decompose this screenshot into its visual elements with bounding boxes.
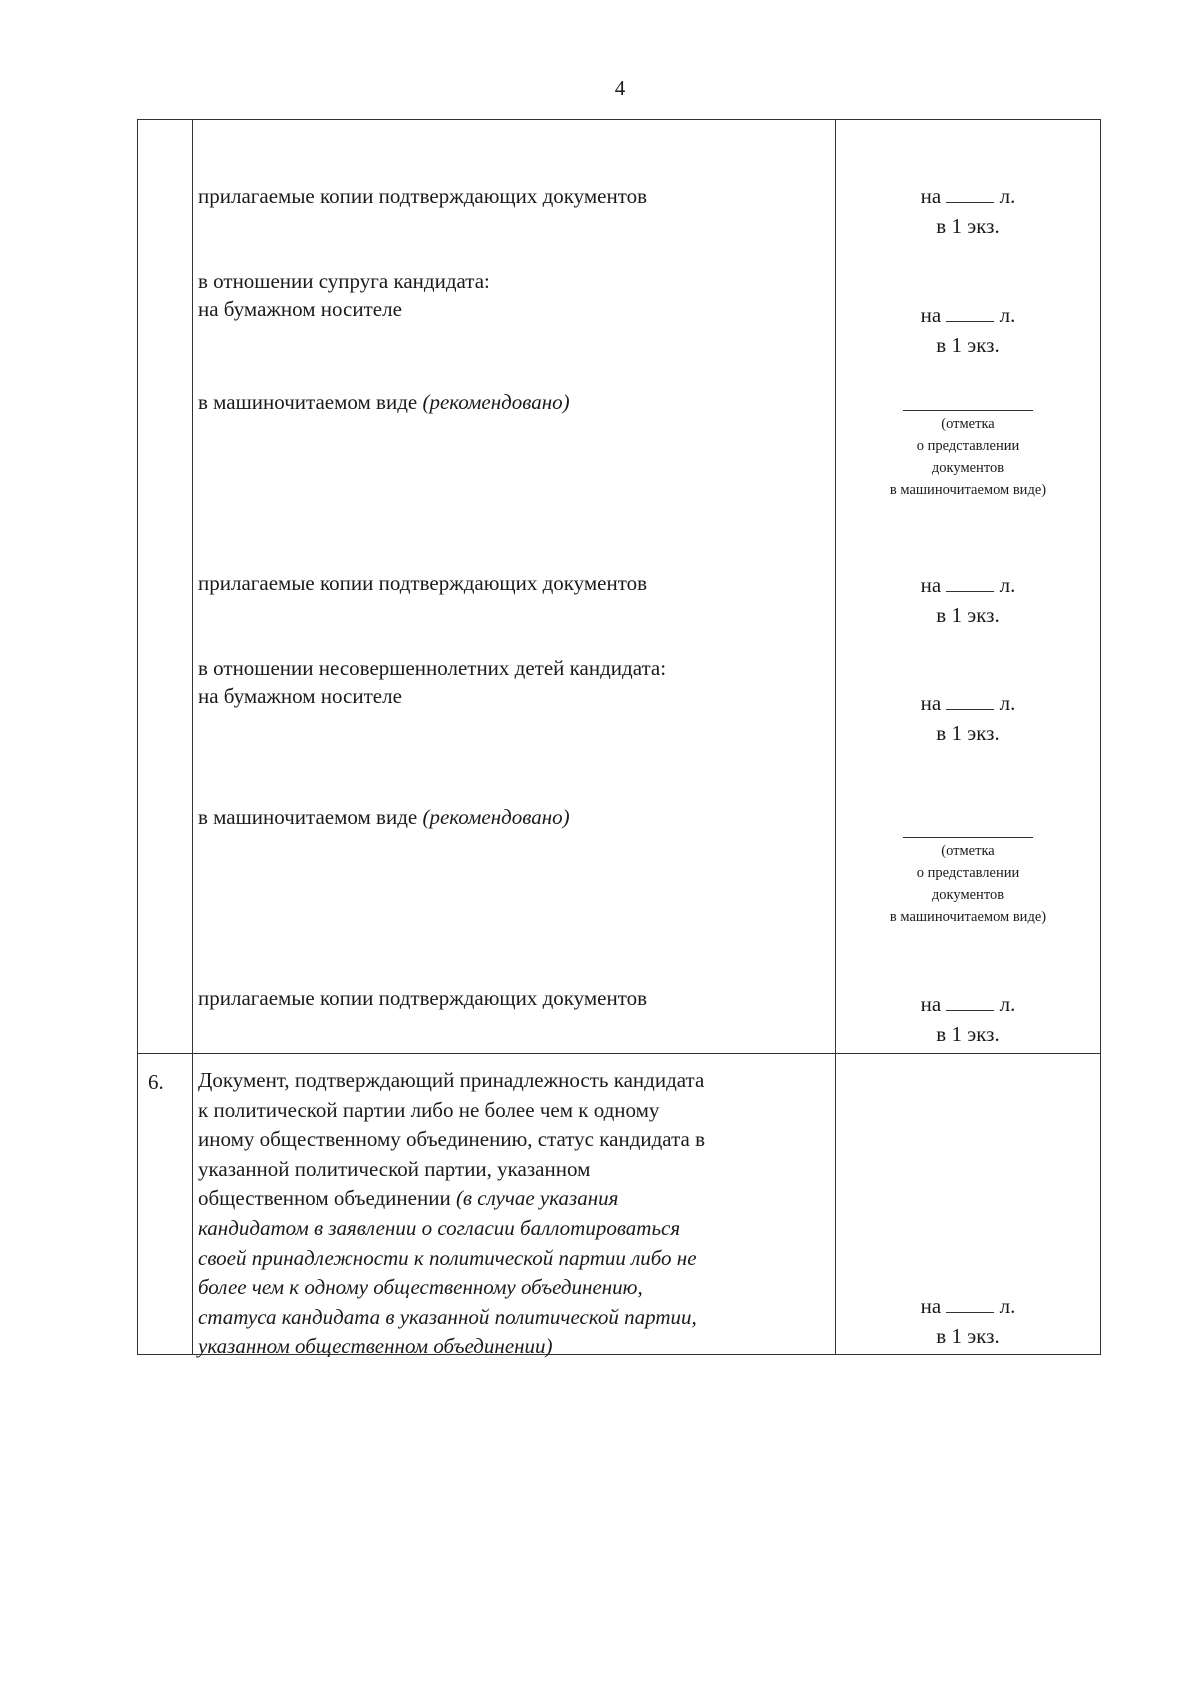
machine-readable-mark: (отметка о представлении документов в машиночитаемом виде) bbox=[838, 410, 1098, 501]
sheet-count: на л. в 1 экз. bbox=[920, 691, 1016, 745]
children-heading: в отношении несовершеннолетних детей кандидата: bbox=[198, 656, 667, 680]
spouse-paper-label: на бумажном носителе bbox=[198, 297, 402, 321]
documents-table bbox=[137, 119, 1101, 1359]
row-divider bbox=[138, 1053, 1100, 1054]
sheet-count-blank[interactable] bbox=[946, 303, 994, 322]
sheet-count: на л. в 1 экз. bbox=[920, 303, 1016, 357]
children-paper-label: на бумажном носителе bbox=[198, 684, 402, 708]
row-number: 6. bbox=[148, 1070, 164, 1094]
sheet-count-blank[interactable] bbox=[946, 184, 994, 203]
sheet-count-blank[interactable] bbox=[946, 573, 994, 592]
sheet-count: на л. в 1 экз. bbox=[920, 184, 1016, 238]
spouse-machine-label: в машиночитаемом виде (рекомендовано) bbox=[198, 390, 570, 414]
sheet-count-blank[interactable] bbox=[946, 1294, 994, 1313]
signature-line[interactable] bbox=[903, 837, 1033, 838]
sheet-count: на л. в 1 экз. bbox=[920, 573, 1016, 627]
signature-line[interactable] bbox=[903, 410, 1033, 411]
row6-description: Документ, подтверждающий принадлежность кандидата к политической партии либо не более чем к одному иному общественному объединению, статус кандидата в указанной политической партии, указанном общественном объединении (в случае указания кандидатом в заявлении о согласии баллотироваться своей принадлежности к политической партии либо не более чем к одному общественному объединению, статуса кандидата в указанной политической партии, указанном общественном объединении) bbox=[198, 1068, 706, 1359]
spouse-copies-label: прилагаемые копии подтверждающих документов bbox=[198, 571, 648, 595]
sheet-count: на л. в 1 экз. bbox=[920, 992, 1016, 1046]
sheet-count-blank[interactable] bbox=[946, 691, 994, 710]
sheet-count-blank[interactable] bbox=[946, 992, 994, 1011]
spouse-heading: в отношении супруга кандидата: bbox=[198, 269, 490, 293]
machine-readable-mark: (отметка о представлении документов в машиночитаемом виде) bbox=[838, 837, 1098, 928]
number-column-divider bbox=[192, 120, 193, 1354]
page-number: 4 bbox=[614, 76, 626, 100]
children-machine-label: в машиночитаемом виде (рекомендовано) bbox=[198, 805, 570, 829]
children-copies-label: прилагаемые копии подтверждающих документов bbox=[198, 986, 648, 1010]
sheet-count: на л. в 1 экз. bbox=[920, 1294, 1016, 1348]
attached-copies-label: прилагаемые копии подтверждающих документов bbox=[198, 184, 648, 208]
